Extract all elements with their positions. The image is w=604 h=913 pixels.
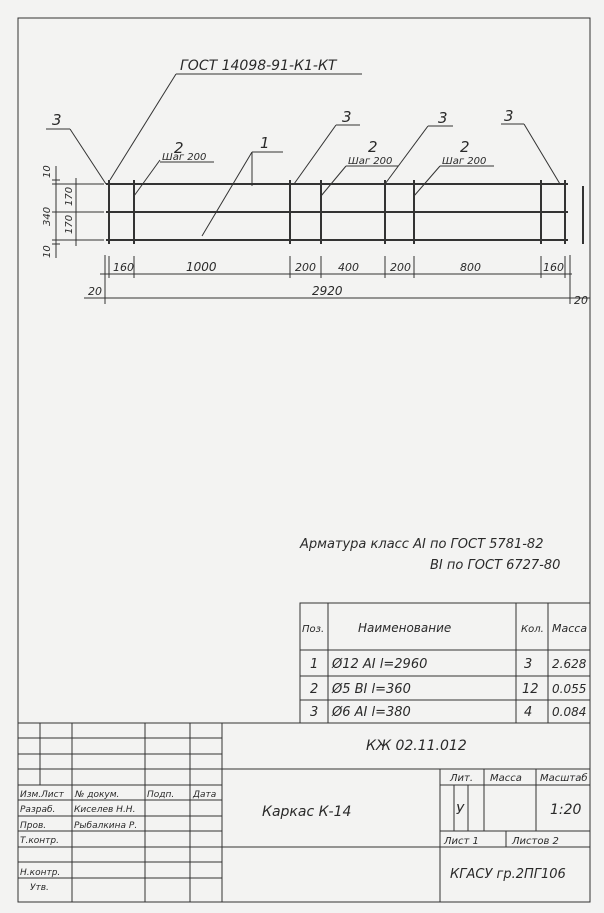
pos-3b: 3 [342, 108, 352, 126]
spec-h-name: Наименование [358, 621, 452, 635]
role-utv: Утв. [30, 883, 49, 893]
org-label: КГАСУ гр.2ПГ106 [450, 867, 566, 882]
doc-code: КЖ 02.11.012 [366, 738, 467, 754]
spec-h-qty: Кол. [521, 624, 544, 635]
hdim-5: 800 [460, 261, 481, 274]
hdim-1: 1000 [186, 260, 217, 274]
hdr-sign: Подп. [147, 790, 175, 800]
scale-value: 1:20 [550, 802, 582, 818]
hdim-0: 160 [113, 261, 134, 274]
step-c: Шаг 200 [442, 156, 487, 167]
role-razrab: Разраб. [20, 805, 56, 815]
spec-r0-qty: 3 [524, 657, 533, 672]
dim-10a: 10 [42, 165, 53, 178]
hdim-6: 160 [543, 261, 564, 274]
hdim-2: 200 [295, 261, 316, 274]
spec-h-mass: Масса [552, 622, 588, 635]
spec-r1-pos: 2 [310, 682, 319, 697]
spec-r2-qty: 4 [524, 705, 533, 720]
sheets-label: Листов 2 [512, 836, 559, 847]
hdr-list: Лист [41, 790, 64, 800]
hdim-4: 200 [390, 261, 411, 274]
hdim-3: 400 [338, 261, 359, 274]
spec-r1-name: Ø5 BI l=360 [332, 682, 411, 697]
note-line2: BI по ГОСТ 6727-80 [430, 558, 561, 573]
hdr-izm: Изм. [20, 790, 42, 800]
edge-right: 20 [574, 294, 588, 307]
sheet-label: Лист 1 [444, 836, 479, 847]
doc-title: Каркас К-14 [262, 804, 352, 820]
dim-170a: 170 [64, 186, 75, 206]
lit-value: У [456, 803, 464, 818]
step-b: Шаг 200 [348, 156, 393, 167]
pos-3d: 3 [504, 107, 514, 125]
dim-170b: 170 [64, 214, 75, 234]
dim-10b: 10 [42, 245, 53, 258]
name-razrab: Киселев Н.Н. [74, 805, 136, 815]
spec-r2-name: Ø6 АI l=380 [332, 705, 411, 720]
hdr-doc: № докум. [75, 790, 120, 800]
spec-r0-pos: 1 [310, 657, 319, 672]
note-line1: Арматура класс АI по ГОСТ 5781-82 [300, 537, 544, 552]
pos-3c: 3 [438, 109, 448, 127]
pos-2b: 2 [368, 138, 378, 156]
pos-3a: 3 [52, 111, 62, 129]
name-prov: Рыбалкина Р. [74, 821, 138, 831]
edge-left: 20 [88, 285, 102, 298]
spec-h-pos: Поз. [302, 624, 325, 635]
spec-r1-mass: 0.055 [552, 682, 587, 696]
role-nkontr: Н.контр. [20, 868, 61, 878]
scale-label: Масштаб [540, 773, 588, 784]
step-a: Шаг 200 [162, 152, 207, 163]
pos-2a: 2 [174, 139, 184, 157]
spec-r2-pos: 3 [310, 705, 319, 720]
spec-r0-mass: 2.628 [552, 657, 587, 671]
hdr-date: Дата [193, 790, 217, 800]
mass-label: Масса [490, 773, 522, 784]
role-tkontr: Т.контр. [20, 836, 60, 846]
gost-label: ГОСТ 14098-91-К1-КТ [180, 58, 337, 74]
lit-label: Лит. [450, 773, 474, 784]
dim-340: 340 [42, 206, 53, 226]
spec-r0-name: Ø12 АI l=2960 [332, 657, 428, 672]
pos-1: 1 [260, 134, 270, 152]
total-dim: 2920 [312, 284, 343, 298]
spec-r1-qty: 12 [522, 682, 539, 697]
spec-r2-mass: 0.084 [552, 705, 587, 719]
pos-2c: 2 [460, 138, 470, 156]
role-prov: Пров. [20, 821, 47, 831]
